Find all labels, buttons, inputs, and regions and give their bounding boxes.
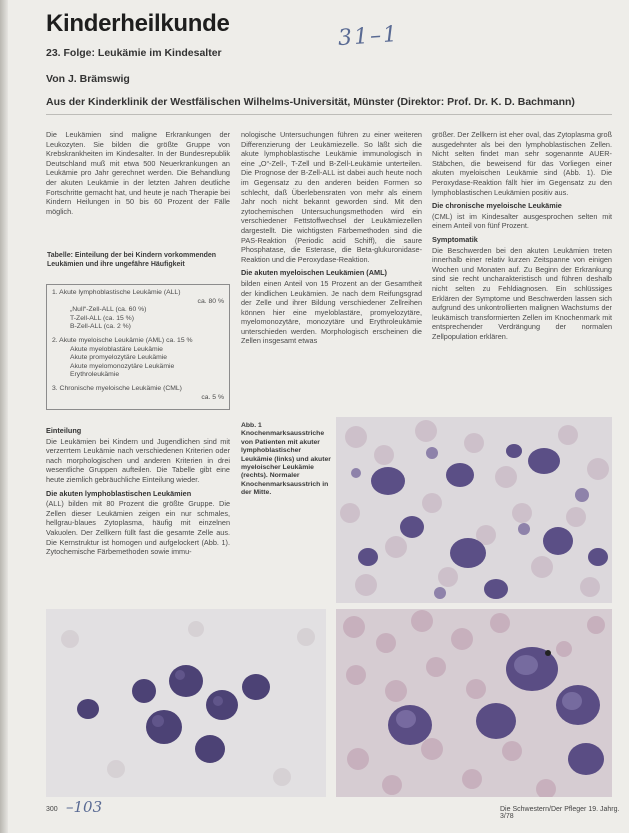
- article-series: 23. Folge: Leukämie im Kindesalter: [46, 47, 222, 59]
- micrograph-all: [46, 609, 326, 797]
- table-aml-label: 2. Akute myeloische Leukämie (AML) ca. 15 %: [52, 336, 193, 344]
- table-sub-item: Erythroleukämie: [70, 371, 120, 379]
- table-sub-item: B-Zell-ALL (ca. 2 %): [70, 323, 131, 331]
- cml-heading: Die chronische myeloische Leukämie: [432, 201, 562, 211]
- page-title: Kinderheilkunde: [46, 10, 230, 37]
- classification-table: [46, 284, 230, 410]
- article-author: Von J. Brämswig: [46, 73, 130, 85]
- table-sub-item: T-Zell-ALL (ca. 15 %): [70, 314, 134, 322]
- aml-paragraph: bilden einen Anteil von 15 Prozent an der Gesamtheit der kindlichen Leukämien. Je nach dem Reifungsgrad der Zelle und ihrer Bildung verschiedener Zellreihen können hier eine myeloblastäre, promyelozytäre, myelomonozytäre, monozytäre und Erythroleukämie unterschieden werden. Morphologisch erscheinen die Zellen insgesamt etwas: [241, 278, 422, 346]
- table-all-pct: ca. 80 %: [197, 297, 224, 305]
- page-binding-edge: [0, 0, 8, 833]
- column-1-intro: [46, 130, 230, 220]
- micrograph-aml: [336, 609, 612, 797]
- header-divider: [46, 114, 612, 115]
- handwritten-note: 31–1: [337, 21, 400, 52]
- column-1-lower: [46, 426, 230, 561]
- intro-paragraph: Die Leukämien sind maligne Erkrankungen der Leukozyten. Sie bilden die größte Gruppe von Krebskrankheiten im Kindesalter. In der Bundesrepublik Deutschland muß mit etwa 500 Neuerkrankungen an Leukämie pro Jahr gerechnet werden. Die Behandlung der akuten Leukämie in der letzten Jahren deutliche Fortschritte gemacht hat, und heute je nach Therapie bei Kindern Heilungen in 50 bis 60 Prozent der Fälle möglich.: [46, 130, 230, 216]
- table-cml-pct: ca. 5 %: [201, 393, 224, 401]
- figure-caption: Abb. 1 Knochenmarksausstriche von Patienten mit akuter lymphoblastischer Leukämie (links) und akuter myeloischer Leukämie (rechts). Normaler Knochenmarksausstrich in der Mitte.: [241, 422, 331, 497]
- page-number: 300: [46, 806, 58, 813]
- table-sub-item: Akute myeloblastäre Leukämie: [70, 345, 163, 353]
- table-sub-item: Akute myelomonozytäre Leukämie: [70, 362, 175, 370]
- journal-footer: Die Schwestern/Der Pfleger 19. Jahrg. 3/78: [500, 806, 620, 820]
- table-caption: Tabelle: Einteilung der bei Kindern vorkommenden Leukämien und ihre ungefähre Häufigkeit: [47, 252, 217, 268]
- handwritten-page-note: –103: [66, 798, 103, 816]
- article-affiliation: Aus der Kinderklinik der Westfälischen Wilhelms-Universität, Münster (Direktor: Prof. Dr. K. D. Bachmann): [46, 96, 575, 108]
- column-2: [241, 130, 422, 350]
- column-2-paragraph: nologische Untersuchungen führen zu einer weiteren Differenzierung der Leukämiezelle. So läßt sich die akute lymphoblastische Leukämie immunologisch in eine „O“-Zell-, T-Zell und B-Zell-Leukämie unterteilen. Die Prognose der B-Zell-ALL ist dabei auch heute noch im Gegensatz zu den anderen beiden Formen so schlecht, daß Überlebensraten von mehr als einem Jahr noch nicht bekannt geworden sind. Mit den zytochemischen Untersuchungsmethoden wird ein verschiedener Fettstoffwechsel der Leukämiezellen dargestellt. Die wichtigsten Färbemethoden sind die PAS-Reaktion (Periodic acid Schiff), die saure Phosphatase, die Esterase, die Beta-glukuronidase-Reaktion und die Peroxydase-Reaktion.: [241, 130, 422, 264]
- section-heading: Einteilung: [46, 426, 82, 435]
- all-heading: Die akuten lymphoblastischen Leukämien: [46, 488, 192, 498]
- cml-paragraph: (CML) ist im Kindesalter ausgesprochen selten mit einem Anteil von fünf Prozent.: [432, 211, 612, 231]
- table-cml-label: 3. Chronische myeloische Leukämie (CML): [52, 384, 182, 392]
- micrograph-normal-marrow: [336, 417, 612, 603]
- table-sub-item: Akute promyelozytäre Leukämie: [70, 354, 168, 362]
- table-row: [52, 289, 224, 298]
- table-row: [52, 298, 224, 307]
- table-all-label: 1. Akute lymphoblastische Leukämie (ALL): [52, 289, 181, 296]
- table-sub-item: „Null“-Zell-ALL (ca. 60 %): [70, 306, 147, 314]
- aml-heading: Die akuten myeloischen Leukämien (AML): [241, 268, 387, 278]
- symptomatik-paragraph: Die Beschwerden bei den akuten Leukämien treten innerhalb einer relativ kurzen Zeitspanne von einigen Wochen und Monaten auf. Zu Beginn der Erkrankung sind sie recht uncharakteristisch und führen deshalb nicht selten zu Fehldiagnosen. Ein schlüssiges Erklären der Symptome und Beschwerden lassen sich aufgrund des unkontrollierten malignen Wachstums der leukämisch transformierten Zellen im Knochenmark mit entsprechender Verdrängung der normalen Zellpopulation erklären.: [432, 245, 612, 341]
- column-3: [432, 130, 612, 345]
- all-paragraph: (ALL) bilden mit 80 Prozent die größte Gruppe. Die Zellen dieser Leukämien zeigen ein nur schmales, hellgrau-blaues Zytoplasma, häufig mit einzelnen Vakuolen. Der Zellkern füllt fast die gesamte Zelle aus. Die Kernstruktur ist homogen und aufgelockert (Abb. 1). Zytochemische Färbemethoden sowie immu-: [46, 499, 230, 557]
- table-row: [52, 394, 224, 403]
- column-3-paragraph: größer. Der Zellkern ist eher oval, das Zytoplasma groß ausgedehnter als bei den lymphoblastischen Zellen. Nicht selten findet man sehr sogenannte AUER-Stäbchen, die beweisend für das Vorliegen einer akuten myeloischen Leukämie sind (Abb. 1). Die Peroxydase-Reaktion fällt hier im Gegensatz zu den lymphoblastischen Leukämien positiv aus.: [432, 130, 612, 197]
- symptomatik-heading: Symptomatik: [432, 234, 478, 244]
- section-paragraph: Die Leukämien bei Kindern und Jugendlichen sind mit verzerrtem Leukämie nach verschiedenen Kriterien oder nach morphologischen und anderen Kriterien in drei wesentliche Gruppen aufteilen. Die Tabelle gibt eine heute ziemlich gebräuchliche Einteilung wieder.: [46, 436, 230, 484]
